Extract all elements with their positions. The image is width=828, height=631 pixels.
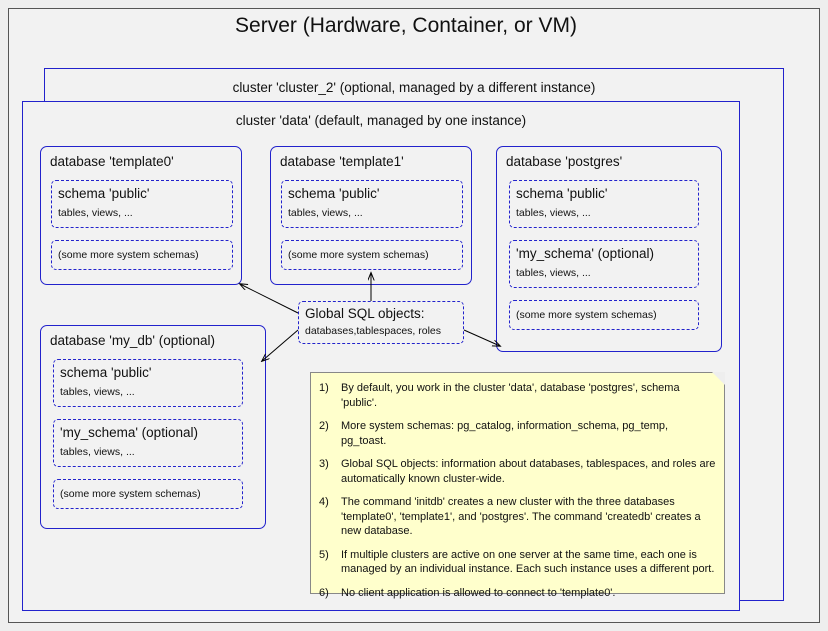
list-item (319, 381, 716, 410)
list-item (319, 586, 716, 601)
schema-name: 'my_schema' (optional) (516, 246, 654, 261)
note-text: Global SQL objects: information about databases, tablespaces, and roles are automatically known cluster-wide. (341, 458, 716, 485)
database-title: database 'my_db' (optional) (50, 333, 216, 348)
schema-name: 'my_schema' (optional) (60, 425, 198, 440)
database-title: database 'postgres' (506, 154, 623, 169)
note-number: 2) (319, 420, 329, 433)
list-item (319, 548, 716, 577)
schema-contents: tables, views, ... (516, 207, 591, 219)
database-title: database 'template0' (50, 154, 174, 169)
note-number: 5) (319, 548, 329, 561)
cluster-2-title: cluster 'cluster_2' (optional, managed by a different instance) (232, 80, 596, 95)
schema-name: schema 'public' (58, 186, 150, 201)
notes-list (319, 381, 716, 609)
schema-name: schema 'public' (516, 186, 608, 201)
schema-name: schema 'public' (288, 186, 380, 201)
list-item (319, 495, 716, 539)
note-number: 3) (319, 458, 329, 471)
note-text: If multiple clusters are active on one server at the same time, each one is managed by an individual instance. Each such instance uses a different port. (341, 548, 715, 576)
schema-contents: tables, views, ... (288, 207, 363, 219)
global-sql-objects-contents: databases,tablespaces, roles (305, 325, 442, 337)
list-item (319, 457, 716, 486)
schema-contents: tables, views, ... (516, 267, 591, 279)
system-schemas-label: (some more system schemas) (58, 249, 199, 261)
list-item (319, 419, 716, 448)
note-text: The command 'initdb' creates a new cluster with the three databases 'template0', 'template1', and 'postgres'. The command 'createdb' creates a new database. (341, 496, 701, 538)
system-schemas-label: (some more system schemas) (60, 488, 201, 500)
server-title: Server (Hardware, Container, or VM) (235, 14, 577, 37)
note-number: 6) (319, 586, 329, 599)
system-schemas-label: (some more system schemas) (288, 249, 429, 261)
global-sql-objects-title: Global SQL objects: (305, 306, 425, 321)
note-text: By default, you work in the cluster 'data', database 'postgres', schema 'public'. (341, 382, 680, 409)
cluster-data-title: cluster 'data' (default, managed by one instance) (235, 113, 527, 128)
database-title: database 'template1' (280, 154, 404, 169)
schema-contents: tables, views, ... (60, 446, 135, 458)
system-schemas-label: (some more system schemas) (516, 309, 657, 321)
note-text: No client application is allowed to connect to 'template0'. (341, 586, 616, 599)
schema-name: schema 'public' (60, 365, 152, 380)
note-text: More system schemas: pg_catalog, information_schema, pg_temp, pg_toast. (341, 420, 669, 447)
note-number: 1) (319, 382, 329, 394)
note-number: 4) (319, 496, 329, 509)
schema-contents: tables, views, ... (60, 386, 135, 398)
schema-contents: tables, views, ... (58, 207, 133, 219)
notes-box (310, 372, 725, 599)
